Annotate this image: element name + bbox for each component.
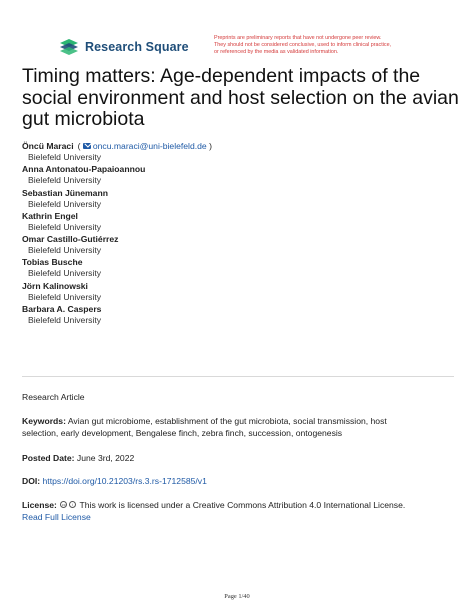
author-affiliation: Bielefeld University bbox=[28, 268, 102, 279]
posted-date-label: Posted Date: bbox=[22, 453, 75, 463]
paper-title bbox=[22, 66, 462, 131]
author-affiliation: Bielefeld University bbox=[28, 291, 102, 302]
disclaimer-line: or referenced by the media as validated information. bbox=[214, 49, 339, 56]
email-close-paren: ) bbox=[209, 141, 212, 151]
license-line bbox=[22, 499, 452, 511]
author-entry bbox=[22, 257, 452, 279]
preprint-disclaimer bbox=[214, 35, 459, 57]
posted-date-line bbox=[22, 452, 452, 464]
doi-line bbox=[22, 475, 452, 487]
research-square-logo-icon bbox=[58, 38, 80, 56]
email-open-paren: ( bbox=[77, 141, 81, 151]
keywords-section bbox=[22, 415, 452, 440]
keywords-label: Keywords: bbox=[22, 416, 66, 426]
license-text: This work is licensed under a Creative Commons Attribution 4.0 International License. bbox=[79, 500, 406, 510]
author-entry bbox=[22, 304, 452, 326]
posted-date-section bbox=[22, 452, 452, 464]
keywords-line bbox=[22, 415, 452, 427]
author-entry bbox=[22, 141, 452, 163]
attribution-icon: i bbox=[69, 501, 76, 508]
keywords-text: selection, early development, Bengalese finch, zebra finch, succession, ontogenesis bbox=[22, 428, 343, 439]
author-entry bbox=[22, 211, 452, 233]
author-name: Barbara A. Caspers bbox=[22, 304, 102, 315]
author-name-line bbox=[22, 141, 452, 152]
title-line: gut microbiota bbox=[22, 108, 145, 130]
author-affiliation: Bielefeld University bbox=[28, 315, 102, 326]
author-affiliation: Bielefeld University bbox=[28, 221, 102, 232]
author-name: Tobias Busche bbox=[22, 257, 83, 268]
posted-date-value: June 3rd, 2022 bbox=[76, 453, 135, 463]
author-entry bbox=[22, 234, 452, 256]
disclaimer-line: They should not be considered conclusive, used to inform clinical practice, bbox=[214, 42, 392, 49]
read-full-license-link[interactable]: Read Full License bbox=[22, 512, 91, 523]
author-name: Kathrin Engel bbox=[22, 210, 78, 221]
disclaimer-line: Preprints are preliminary reports that have not undergone peer review. bbox=[214, 35, 382, 41]
envelope-icon bbox=[83, 143, 91, 149]
author-name: Jörn Kalinowski bbox=[22, 280, 88, 291]
doi-section bbox=[22, 475, 452, 487]
title-line: social environment and host selection on the avian bbox=[22, 86, 459, 109]
author-entry bbox=[22, 281, 452, 303]
page-number: Page 1/40 bbox=[224, 593, 250, 600]
doi-link[interactable]: https://doi.org/10.21203/rs.3.rs-1712585/v1 bbox=[42, 476, 207, 486]
logo-text: Research Square bbox=[85, 40, 189, 54]
author-affiliation: Bielefeld University bbox=[28, 175, 102, 186]
read-full-license-line bbox=[22, 511, 452, 523]
author-affiliation: Bielefeld University bbox=[28, 245, 102, 256]
author-name: Öncü Maraci bbox=[22, 141, 74, 151]
author-name: Omar Castillo-Gutiérrez bbox=[22, 234, 119, 245]
page-header bbox=[0, 0, 474, 70]
author-entry bbox=[22, 188, 452, 210]
section-divider bbox=[22, 376, 454, 377]
license-section bbox=[22, 499, 452, 524]
title-line: Timing matters: Age-dependent impacts of the bbox=[22, 65, 421, 87]
creative-commons-icon: cc bbox=[61, 502, 66, 508]
author-name: Anna Antonatou-Papaioannou bbox=[22, 164, 146, 175]
author-affiliation: Bielefeld University bbox=[28, 198, 102, 209]
license-label: License: bbox=[22, 500, 57, 510]
research-square-logo[interactable] bbox=[58, 38, 189, 56]
keywords-text: Avian gut microbiome, establishment of the gut microbiota, social transmission, host bbox=[67, 416, 387, 426]
author-affiliation: Bielefeld University bbox=[28, 152, 102, 162]
author-list bbox=[22, 141, 452, 327]
author-email-link[interactable]: oncu.maraci@uni-bielefeld.de bbox=[92, 141, 207, 151]
article-type-text: Research Article bbox=[22, 392, 85, 402]
doi-label: DOI: bbox=[22, 476, 41, 486]
author-email-wrap bbox=[78, 141, 212, 152]
author-name: Sebastian Jünemann bbox=[22, 187, 108, 198]
article-type bbox=[22, 391, 452, 403]
author-entry bbox=[22, 164, 452, 186]
